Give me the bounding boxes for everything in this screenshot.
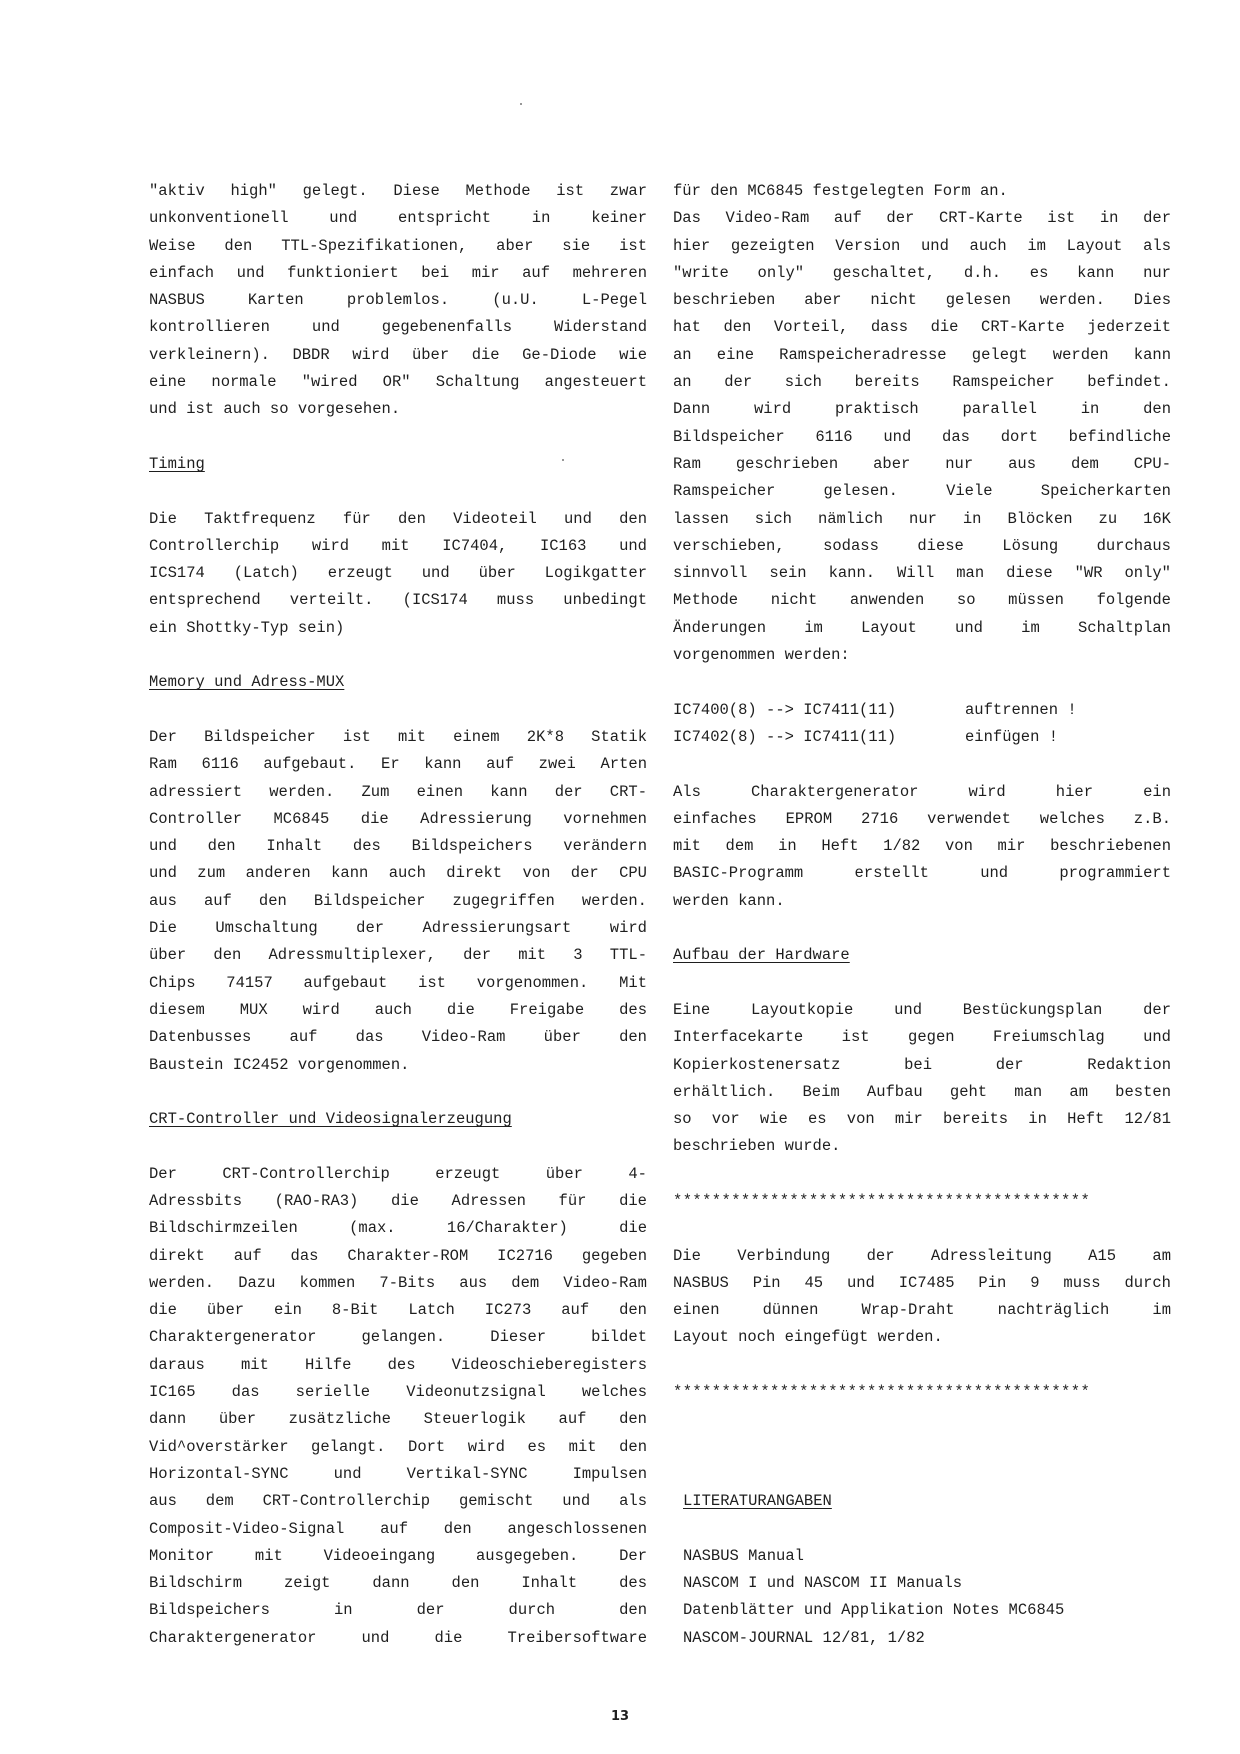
text-line: Weise den TTL-Spezifikationen, aber sie ist [149,236,647,255]
text-line: Bildschirm zeigt dann den Inhalt des [149,1574,647,1593]
crt-paragraph [149,1161,647,1652]
text-line: BASIC-Programm erstellt und programmiert [673,864,1171,883]
text-line: Ram geschrieben aber nur aus dem CPU- [673,454,1171,473]
text-line: Baustein IC2452 vorgenommen. [149,1055,410,1074]
text-line: eine normale "wired OR" Schaltung angesteuert [149,373,647,392]
text-line: Charaktergenerator gelangen. Dieser bildet [149,1328,647,1347]
text-line: über den Adressmultiplexer, der mit 3 TTL- [149,946,647,965]
text-line: entsprechend verteilt. (ICS174 muss unbedingt [149,591,647,610]
change-code: IC7400(8) --> IC7411(11) [673,700,897,719]
right-column [673,178,1171,1652]
text-line: Chips 74157 aufgebaut ist vorgenommen. Mit [149,973,647,992]
text-line: verschieben, sodass diese Lösung durchaus [673,536,1171,555]
text-line: und ist auch so vorgesehen. [149,400,401,419]
literature-item: NASBUS Manual [683,1546,804,1565]
text-line: IC165 das serielle Videonutzsignal welches [149,1383,647,1402]
chargen-paragraph [673,779,1171,915]
note-paragraph [673,1243,1171,1352]
text-line: Interfacekarte ist gegen Freiumschlag und [673,1028,1171,1047]
text-line: für den MC6845 festgelegten Form an. [673,182,1008,200]
text-line: an eine Ramspeicheradresse gelegt werden kann [673,345,1171,364]
text-line: Controller MC6845 die Adressierung vornehmen [149,809,647,828]
text-line: Bildspeicher 6116 und das dort befindliche [673,427,1171,446]
text-line: "write only" geschaltet, d.h. es kann nur [673,263,1171,282]
text-line: aus auf den Bildspeicher zugegriffen werden. [149,891,647,910]
left-column [149,178,647,1652]
separator-line: ******************************************* [673,1383,1091,1402]
text-line: Der Bildspeicher ist mit einem 2K*8 Statik [149,727,647,746]
text-line: Ramspeicher gelesen. Viele Speicherkarten [673,482,1171,501]
literature-item: NASCOM-JOURNAL 12/81, 1/82 [683,1628,925,1647]
text-line: Layout noch eingefügt werden. [673,1328,943,1347]
change-action: auftrennen ! [965,700,1077,719]
text-line: Monitor mit Videoeingang ausgegeben. Der [149,1546,647,1565]
text-line: Kopierkostenersatz bei der Redaktion [673,1055,1171,1074]
text-line: Änderungen im Layout und im Schaltplan [673,618,1171,637]
text-line: Der CRT-Controllerchip erzeugt über 4- [149,1164,647,1183]
text-line: dann über zusätzliche Steuerlogik auf den [149,1410,647,1429]
text-line: Bildschirmzeilen (max. 16/Charakter) die [149,1219,647,1238]
literature-list [673,1543,1171,1652]
text-line: sinnvoll sein kann. Will man diese "WR only" [673,564,1171,583]
text-line: mit dem in Heft 1/82 von mir beschriebenen [673,837,1171,856]
section-heading-literature: LITERATURANGABEN [683,1492,832,1511]
change-code: IC7402(8) --> IC7411(11) [673,727,897,746]
text-line: Controllerchip wird mit IC7404, IC163 und [149,536,647,555]
text-line: Charaktergenerator und die Treibersoftware [149,1628,647,1647]
text-line: verkleinern). DBDR wird über die Ge-Diode wie [149,345,647,364]
literature-item: NASCOM I und NASCOM II Manuals [683,1574,963,1593]
text-line: Composit-Video-Signal auf den angeschlossenen [149,1519,647,1538]
text-line: Datenbusses auf das Video-Ram über den [149,1028,647,1047]
text-line: kontrollieren und gegebenenfalls Widerstand [149,318,647,337]
intro-paragraph [149,178,647,424]
change-row [673,724,1171,751]
separator-line: ******************************************* [673,1191,1091,1210]
text-line: aus dem CRT-Controllerchip gemischt und als [149,1492,647,1511]
text-line: werden. Dazu kommen 7-Bits aus dem Video-Ram [149,1273,647,1292]
text-line: Die Taktfrequenz für den Videoteil und den [149,509,647,528]
section-heading-hardware: Aufbau der Hardware [673,946,850,965]
text-line: einfaches EPROM 2716 verwendet welches z.B. [673,809,1171,828]
change-action: einfügen ! [965,727,1059,746]
text-line: Ram 6116 aufgebaut. Er kann auf zwei Arten [149,755,647,774]
text-line: Dann wird praktisch parallel in den [673,400,1171,419]
text-line: Als Charaktergenerator wird hier ein [673,782,1171,801]
text-line: einfach und funktioniert bei mir auf mehreren [149,263,647,282]
text-line: beschrieben aber nicht gelesen werden. Dies [673,291,1171,310]
text-line: beschrieben wurde. [673,1137,841,1156]
section-heading-memory: Memory und Adress-MUX [149,673,345,692]
text-line: hat den Vorteil, dass die CRT-Karte jederzeit [673,318,1171,337]
text-line: lassen sich nämlich nur in Blöcken zu 16K [673,509,1171,528]
text-line: werden kann. [673,891,785,910]
text-line: NASBUS Karten problemlos. (u.U. L-Pegel [149,291,647,310]
text-line: Methode nicht anwenden so müssen folgende [673,591,1171,610]
text-line: einen dünnen Wrap-Draht nachträglich im [673,1301,1171,1320]
text-line: adressiert werden. Zum einen kann der CRT- [149,782,647,801]
text-line: Bildspeichers in der durch den [149,1601,647,1620]
text-line: hier gezeigten Version und auch im Layout als [673,236,1171,255]
text-line: daraus mit Hilfe des Videoschieberegisters [149,1355,647,1374]
text-line: ICS174 (Latch) erzeugt und über Logikgatter [149,564,647,583]
text-line: erhältlich. Beim Aufbau geht man am besten [673,1082,1171,1101]
text-line: Adressbits (RAO-RA3) die Adressen für die [149,1191,647,1210]
text-line: unkonventionell und entspricht in keiner [149,209,647,228]
text-line: so vor wie es von mir bereits in Heft 12/81 [673,1110,1171,1129]
text-line: Die Verbindung der Adressleitung A15 am [673,1246,1171,1265]
change-list [673,697,1171,752]
timing-paragraph [149,506,647,642]
hardware-paragraph [673,997,1171,1161]
text-line: und den Inhalt des Bildspeichers verändern [149,837,647,856]
text-line: Vid^overstärker gelangt. Dort wird es mit den [149,1437,647,1456]
text-line: und zum anderen kann auch direkt von der CPU [149,864,647,883]
section-heading-timing: Timing [149,454,205,473]
right-intro-paragraph [673,178,1171,669]
text-line: NASBUS Pin 45 und IC7485 Pin 9 muss durch [673,1273,1171,1292]
text-line: "aktiv high" gelegt. Diese Methode ist zwar [149,182,647,200]
text-line: an der sich bereits Ramspeicher befindet. [673,373,1171,392]
text-line: die über ein 8-Bit Latch IC273 auf den [149,1301,647,1320]
text-line: Das Video-Ram auf der CRT-Karte ist in der [673,209,1171,228]
memory-paragraph [149,724,647,1079]
text-line: vorgenommen werden: [673,646,850,665]
scan-speck [520,103,522,105]
section-heading-crt: CRT-Controller und Videosignalerzeugung [149,1110,512,1129]
text-line: Horizontal-SYNC und Vertikal-SYNC Impulsen [149,1464,647,1483]
literature-item: Datenblätter und Applikation Notes MC6845 [683,1601,1065,1620]
text-line: diesem MUX wird auch die Freigabe des [149,1000,647,1019]
text-line: Eine Layoutkopie und Bestückungsplan der [673,1000,1171,1019]
text-line: Die Umschaltung der Adressierungsart wird [149,919,647,938]
page-number: 13 [610,1709,630,1724]
text-line: ein Shottky-Typ sein) [149,618,345,637]
change-row [673,697,1171,724]
text-line: direkt auf das Charakter-ROM IC2716 gegeben [149,1246,647,1265]
